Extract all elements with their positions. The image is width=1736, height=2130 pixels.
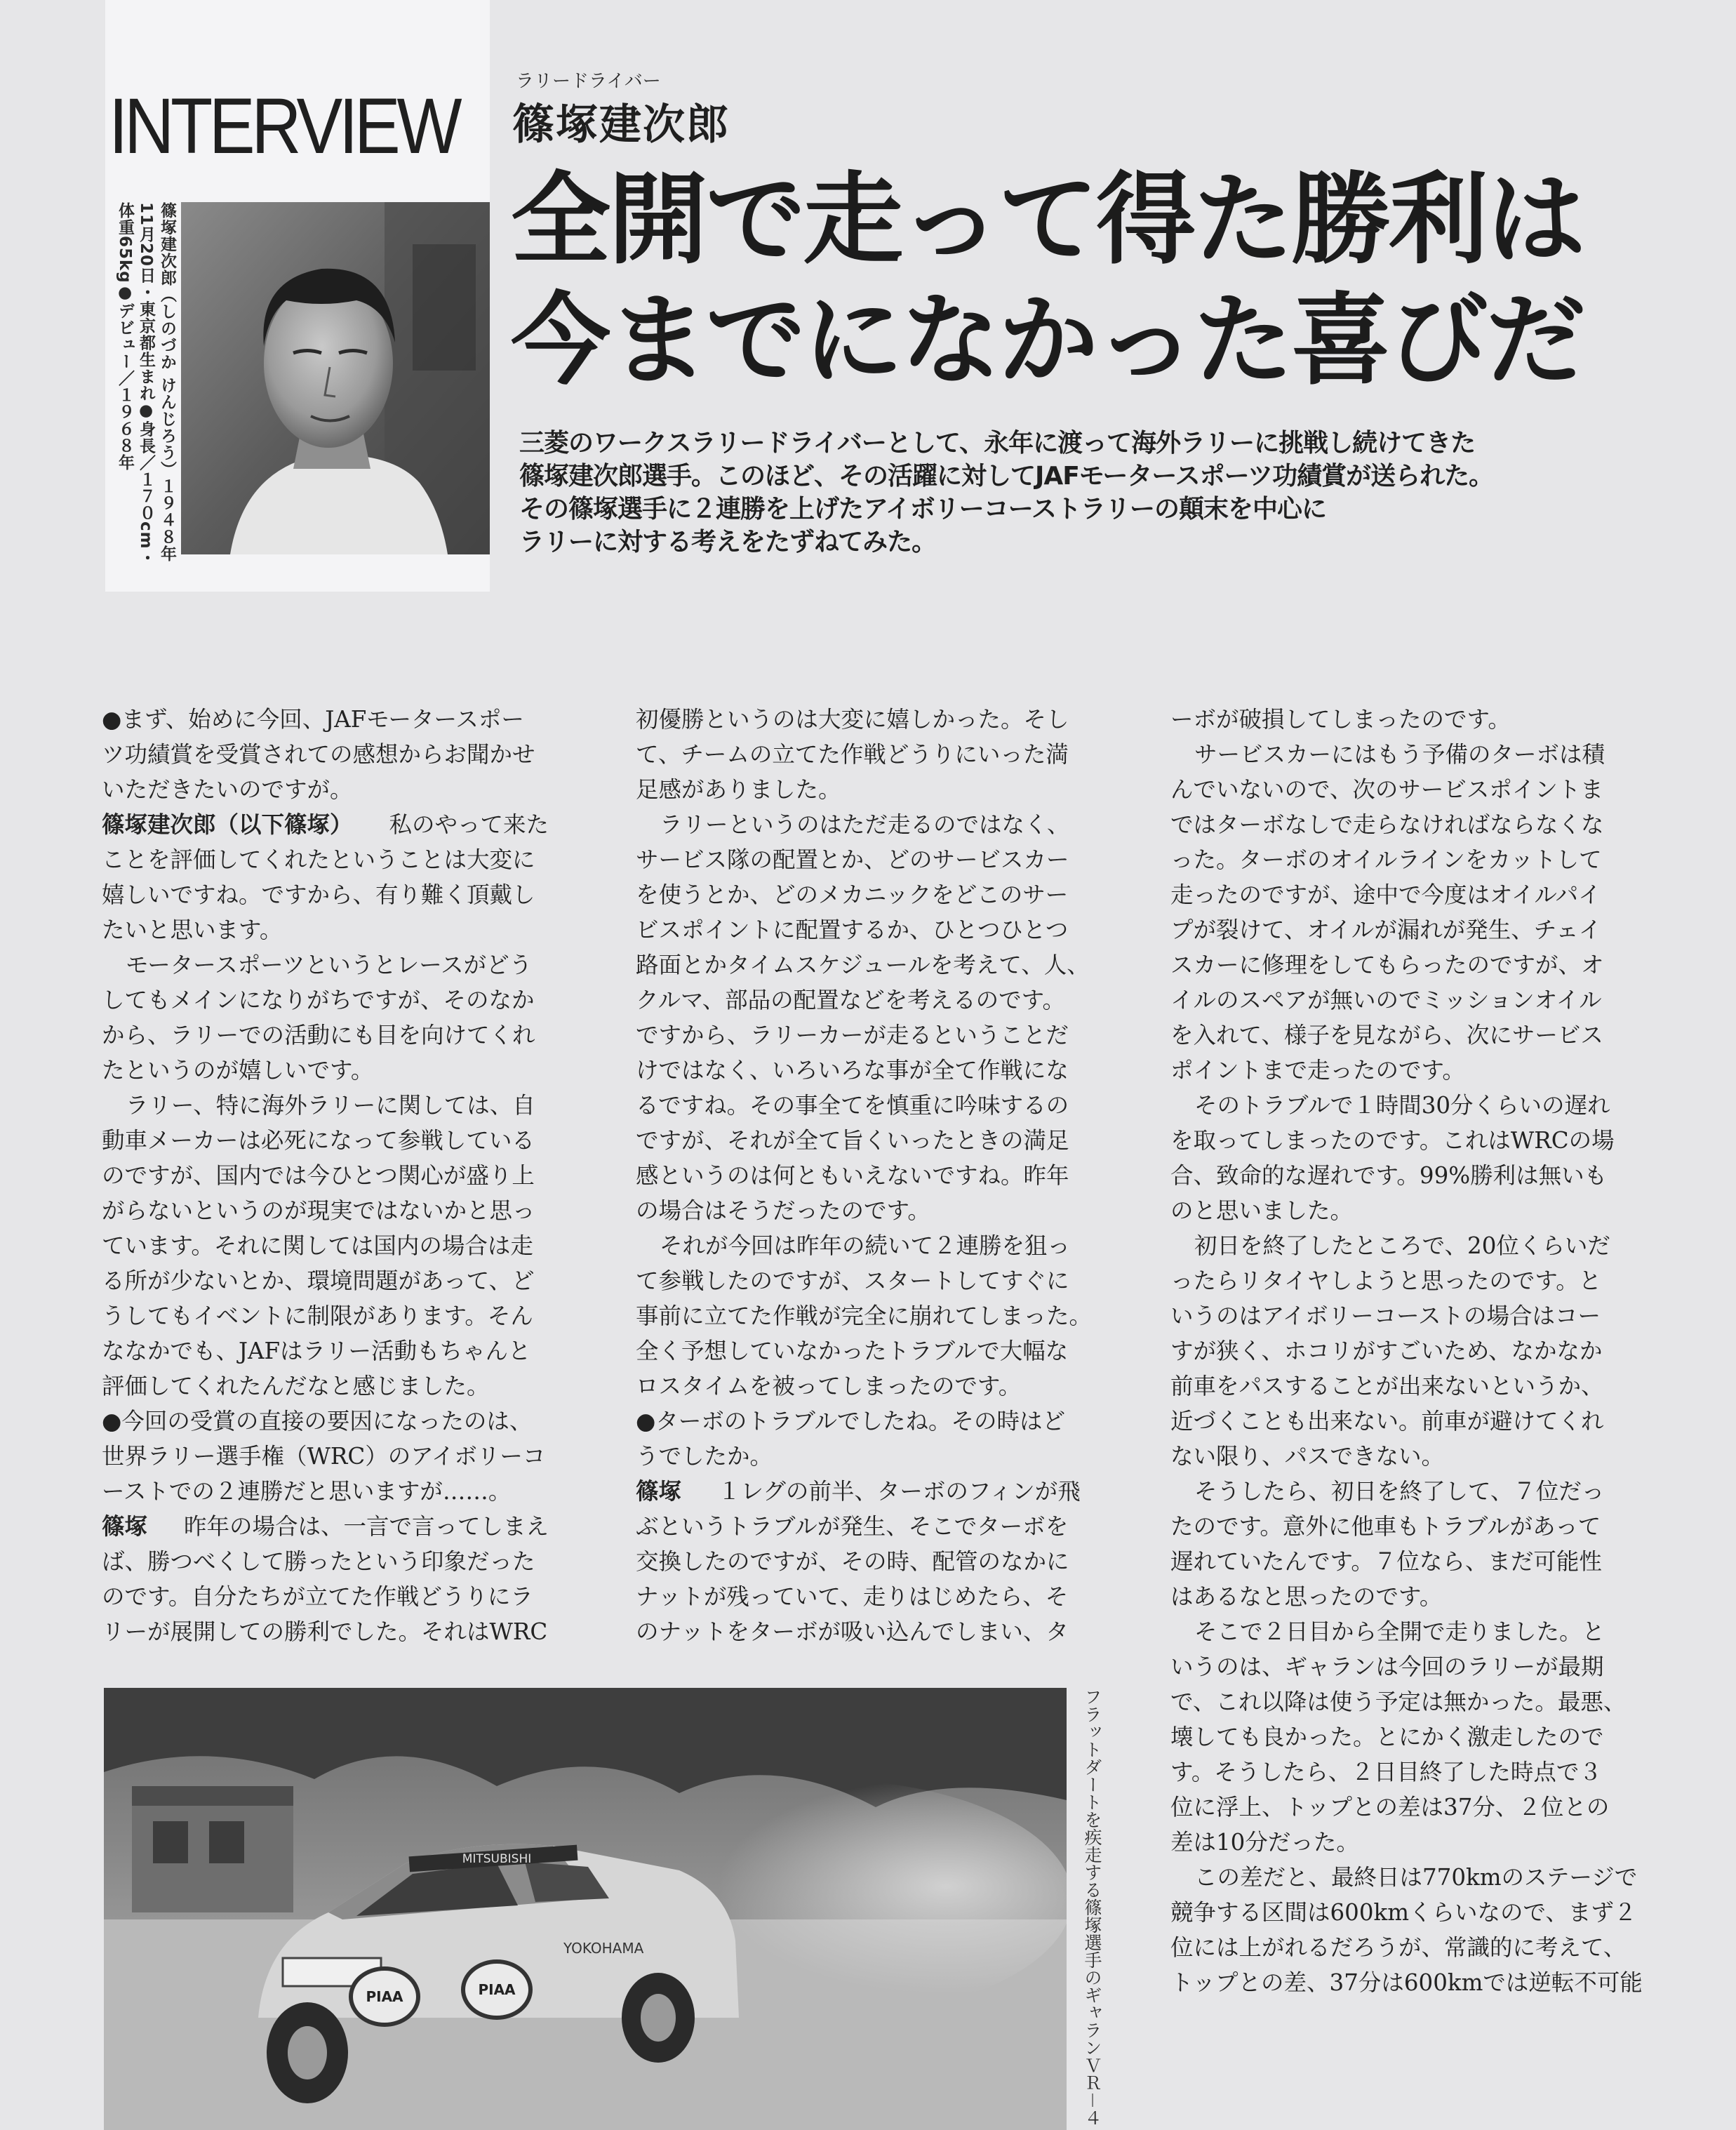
lead-line: 篠塚建次郎選手。このほど、その活躍に対してJAFモータースポーツ功績賞が送られた。 bbox=[519, 462, 1494, 491]
body-line: はあるなと思ったのです。 bbox=[1170, 1583, 1443, 1610]
body-line: のナットをターボが吸い込んでしまい、タ bbox=[636, 1618, 1069, 1645]
body-line: 世界ラリー選手権（WRC）のアイボリーコ bbox=[102, 1443, 546, 1470]
body-line: いうのは、ギャランは今回のラリーが最期 bbox=[1170, 1653, 1604, 1680]
body-line: 嬉しいですね。ですから、有り難く頂戴し bbox=[102, 881, 535, 908]
headline bbox=[511, 160, 1718, 401]
body-line: ですから、ラリーカーが走るということだ bbox=[636, 1022, 1069, 1049]
body-line: 事前に立てた作戦が完全に崩れてしまった。 bbox=[636, 1303, 1093, 1329]
body-line: リーが展開しての勝利でした。それはWRC bbox=[102, 1618, 548, 1645]
photo-caption: フラットダートを疾走する篠塚選手のギャランＶＲ－４ bbox=[1082, 1688, 1102, 2127]
body-line: スカーに修理をしてもらったのですが、オ bbox=[1170, 952, 1604, 978]
body-line: 路面とかタイムスケジュールを考えて、人、 bbox=[636, 952, 1090, 978]
portrait-photo bbox=[181, 202, 490, 554]
body-text: サービスカーにはもう予備のターボは積 bbox=[1194, 741, 1605, 768]
body-line: ツ功績賞を受賞されての感想からお聞かせ bbox=[102, 741, 535, 768]
body-line bbox=[1170, 1088, 1662, 1123]
interviewee-name: 篠塚建次郎 bbox=[512, 100, 730, 149]
lead-paragraph bbox=[519, 427, 1712, 559]
body-line: る所が少ないとか、環境問題があって、ど bbox=[102, 1267, 535, 1294]
body-line: 足感がありました。 bbox=[636, 776, 841, 803]
body-text: 昨年の場合は、一言で言ってしまえ bbox=[184, 1513, 549, 1540]
body-text: 初日を終了したところで、20位くらいだ bbox=[1194, 1232, 1610, 1259]
body-text: ラリー、特に海外ラリーに関しては、自 bbox=[126, 1092, 535, 1119]
body-line bbox=[636, 807, 1127, 842]
body-line: のです。自分たちが立てた作戦どうりにラ bbox=[102, 1583, 533, 1610]
body-line: ない限り、パスできない。 bbox=[1170, 1443, 1445, 1470]
body-line: す。そうしたら、２日目終了した時点で３ bbox=[1170, 1759, 1602, 1785]
body-line: サービス隊の配置とか、どのサービスカー bbox=[636, 846, 1069, 873]
body-line bbox=[1170, 1860, 1662, 1895]
body-line: ことを評価してくれたということは大変に bbox=[102, 846, 535, 873]
body-line: ななかでも、JAFはラリー活動もちゃんと bbox=[102, 1338, 531, 1364]
body-line bbox=[1170, 1228, 1662, 1263]
body-line: 位には上がれるだろうが、常識的に考えて、 bbox=[1170, 1934, 1627, 1961]
body-line: ●今回の受賞の直接の要因になったのは、 bbox=[102, 1408, 533, 1435]
body-line: から、ラリーでの活動にも目を向けてくれ bbox=[102, 1022, 535, 1049]
body-line: ●まず、始めに今回、JAFモータースポー bbox=[102, 706, 524, 733]
body-line: ●ターボのトラブルでしたね。その時はど bbox=[636, 1408, 1066, 1435]
body-line: 遅れていたんです。７位なら、まだ可能性 bbox=[1170, 1548, 1602, 1575]
header-tab-box bbox=[105, 0, 490, 74]
body-line: で、これ以降は使う予定は無かった。最悪、 bbox=[1170, 1689, 1627, 1715]
body-text: １レグの前半、ターボのフィンが飛 bbox=[718, 1478, 1081, 1505]
body-line: 前車をパスすることが出来ないというか、 bbox=[1170, 1373, 1604, 1399]
body-line: ではターボなしで走らなければならなくな bbox=[1170, 811, 1604, 838]
body-line: て参戦したのですが、スタートしてすぐに bbox=[636, 1267, 1069, 1294]
body-line bbox=[1170, 1614, 1662, 1649]
body-text: ラリーというのはただ走るのではなく、 bbox=[660, 811, 1070, 838]
body-line: 全く予想していなかったトラブルで大幅な bbox=[636, 1338, 1069, 1364]
body-column-2 bbox=[636, 702, 1127, 1649]
body-line: 感というのは何ともいえないですね。昨年 bbox=[636, 1162, 1069, 1189]
body-line: いただきたいのですが。 bbox=[102, 776, 353, 803]
body-line: 評価してくれたんだなと感じました。 bbox=[102, 1373, 490, 1399]
section-kicker: INTERVIEW bbox=[109, 82, 459, 170]
body-line bbox=[636, 1228, 1127, 1263]
body-line: った。ターボのオイルラインをカットして bbox=[1170, 846, 1602, 873]
body-line: のですが、国内では今ひとつ関心が盛り上 bbox=[102, 1162, 535, 1189]
body-line: ぶというトラブルが発生、そこでターボを bbox=[636, 1513, 1069, 1540]
body-line bbox=[636, 1474, 1127, 1509]
body-text: そうしたら、初日を終了して、７位だっ bbox=[1194, 1478, 1605, 1505]
lead-line: ラリーに対する考えをたずねてみた。 bbox=[519, 528, 937, 557]
body-line: ですが、それが全て旨くいったときの満足 bbox=[636, 1127, 1069, 1154]
body-line: て、チームの立てた作戦どうりにいった満 bbox=[636, 741, 1069, 768]
body-line: のと思いました。 bbox=[1170, 1197, 1354, 1224]
body-line bbox=[102, 1509, 593, 1544]
door-sponsor: YOKOHAMA bbox=[563, 1940, 644, 1957]
interviewee-occupation: ラリードライバー bbox=[516, 71, 661, 92]
rally-car-photo bbox=[104, 1688, 1067, 2130]
body-line: たのです。意外に他車もトラブルがあって bbox=[1170, 1513, 1601, 1540]
body-line: ています。それに関しては国内の場合は走 bbox=[102, 1232, 533, 1259]
body-line bbox=[1170, 1474, 1662, 1509]
lamp-label-right: PIAA bbox=[478, 1981, 516, 1998]
body-line: の場合はそうだったのです。 bbox=[636, 1197, 930, 1224]
body-line: 差は10分だった。 bbox=[1170, 1829, 1359, 1856]
lead-line: 三菱のワークスラリードライバーとして、永年に渡って海外ラリーに挑戦し続けてきた bbox=[519, 429, 1476, 458]
body-line: 動車メーカーは必死になって参戦している bbox=[102, 1127, 535, 1154]
body-line: んでいないので、次のサービスポイントま bbox=[1170, 776, 1603, 803]
body-line: 壊しても良かった。とにかく激走したので bbox=[1170, 1724, 1604, 1750]
body-line: 初優勝というのは大変に嬉しかった。そし bbox=[636, 706, 1069, 733]
body-text: この差だと、最終日は770kmのステージで bbox=[1194, 1864, 1638, 1891]
body-line: 位に浮上、トップとの差は37分、２位との bbox=[1170, 1794, 1610, 1821]
body-line: トップとの差、37分は600kmでは逆転不可能 bbox=[1170, 1969, 1643, 1996]
body-line bbox=[102, 947, 593, 983]
body-line: ーボが破損してしまったのです。 bbox=[1170, 706, 1511, 733]
body-line: を使うとか、どのメカニックをどこのサー bbox=[636, 881, 1069, 908]
body-line: クルマ、部品の配置などを考えるのです。 bbox=[636, 987, 1065, 1013]
body-line: ば、勝つべくして勝ったという印象だった bbox=[102, 1548, 535, 1575]
lead-line: その篠塚選手に２連勝を上げたアイボリーコーストラリーの顛末を中心に bbox=[519, 495, 1326, 524]
body-line: 交換したのですが、その時、配管のなかに bbox=[636, 1548, 1069, 1575]
body-line: 合、致命的な遅れです。99%勝利は無いも bbox=[1170, 1162, 1608, 1189]
body-line: うでしたか。 bbox=[636, 1443, 773, 1470]
speaker-label: 篠塚建次郎（以下篠塚） bbox=[102, 811, 353, 838]
body-line: を取ってしまったのです。これはWRCの場 bbox=[1170, 1127, 1615, 1154]
body-line: がらないというのが現実ではないかと思っ bbox=[102, 1197, 535, 1224]
body-line: すが狭く、ホコリがすごいため、なかなか bbox=[1170, 1338, 1603, 1364]
body-line: うしてもイベントに制限があります。そん bbox=[102, 1303, 533, 1329]
body-text: そこで２日目から全開で走りました。と bbox=[1194, 1618, 1605, 1645]
body-line bbox=[102, 1088, 593, 1123]
windshield-banner: MITSUBISHI bbox=[462, 1852, 532, 1866]
lamp-label-left: PIAA bbox=[366, 1988, 403, 2005]
body-line: いうのはアイボリーコーストの場合はコー bbox=[1170, 1303, 1601, 1329]
body-line bbox=[102, 807, 593, 842]
body-column-1 bbox=[102, 702, 593, 1649]
speaker-label: 篠塚 bbox=[102, 1513, 148, 1540]
body-text: モータースポーツというとレースがどう bbox=[126, 952, 533, 978]
headline-line-2: 今までになかった喜びだ bbox=[511, 283, 1584, 399]
body-column-3 bbox=[1170, 702, 1662, 2000]
body-text: そのトラブルで１時間30分くらいの遅れ bbox=[1194, 1092, 1610, 1119]
body-line: イルのスペアが無いのでミッションオイル bbox=[1170, 987, 1602, 1013]
body-line bbox=[1170, 737, 1662, 772]
body-line: 走ったのですが、途中で今度はオイルパイ bbox=[1170, 881, 1601, 908]
body-line: 近づくことも出来ない。前車が避けてくれ bbox=[1170, 1408, 1604, 1435]
body-line: たというのが嬉しいです。 bbox=[102, 1057, 374, 1084]
body-text: 私のやって来た bbox=[389, 811, 549, 838]
body-line: ったらリタイヤしようと思ったのです。と bbox=[1170, 1267, 1602, 1294]
body-line: プが裂けて、オイルが漏れが発生、チェイ bbox=[1170, 917, 1602, 943]
headline-line-1: 全開で走って得た勝利は bbox=[511, 162, 1584, 278]
body-line: けではなく、いろいろな事が全て作戦にな bbox=[636, 1057, 1069, 1084]
body-line: るですね。その事全てを慎重に吟味するの bbox=[636, 1092, 1069, 1119]
body-line: ーストでの２連勝だと思いますが……。 bbox=[102, 1478, 512, 1505]
body-line: ナットが残っていて、走りはじめたら、そ bbox=[636, 1583, 1069, 1610]
body-line: ポイントまで走ったのです。 bbox=[1170, 1057, 1465, 1084]
body-line: 競争する区間は600kmくらいなので、まず２ bbox=[1170, 1899, 1637, 1926]
body-line: を入れて、様子を見ながら、次にサービス bbox=[1170, 1022, 1603, 1049]
body-line: たいと思います。 bbox=[102, 917, 283, 943]
interviewee-profile: 篠塚建次郎（しのづか けんじろう）１９４８年11月20日・東京都生まれ●身長／１７０cm・体重65kg●デビュー／１９６８年 bbox=[116, 202, 176, 566]
speaker-label: 篠塚 bbox=[636, 1478, 682, 1505]
body-text: それが今回は昨年の続いて２連勝を狙っ bbox=[660, 1232, 1071, 1259]
body-line: してもメインになりがちですが、そのなか bbox=[102, 987, 535, 1013]
body-line: ビスポイントに配置するか、ひとつひとつ bbox=[636, 917, 1069, 943]
body-line: ロスタイムを被ってしまったのです。 bbox=[636, 1373, 1022, 1399]
